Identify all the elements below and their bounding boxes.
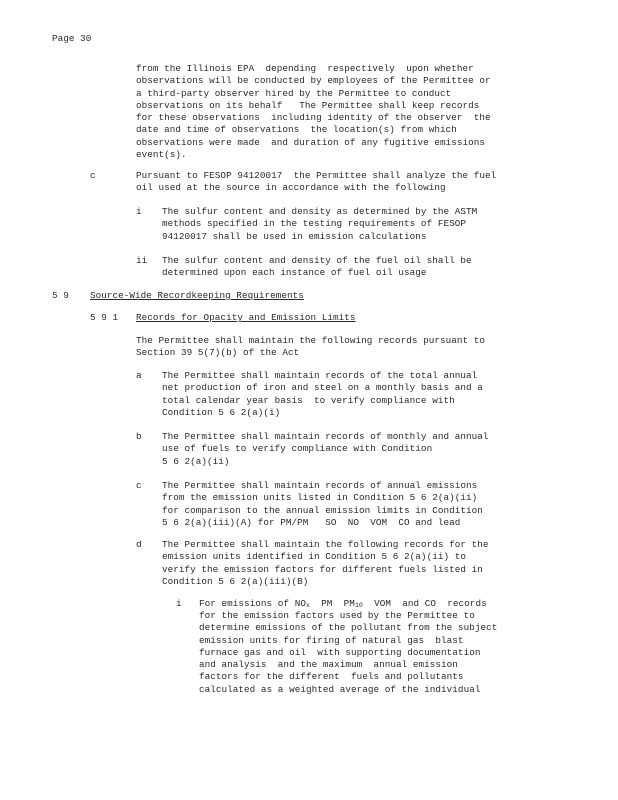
pm10-subscript: 10 — [354, 602, 363, 609]
item-c-ii-text: The sulfur content and density of the fuel oil shall be determined upon each instance of fuel oil usage — [162, 255, 472, 279]
intro-paragraph: from the Illinois EPA depending respectively upon whether observations will be conducted by employees of the Permittee or a third-party observer hired by the Permittee to conduct observations on its behalf The Permittee shall keep records for these observations including identity of the observer the date and time of observations the location(s) from which observations were made and duration of any fugitive emissions event(s). — [136, 63, 491, 161]
item-c-i-text: The sulfur content and density as determined by the ASTM methods specified in the testing requirements of FESOP 94120017 shall be used in emission calculations — [162, 206, 478, 242]
item-c2-text: The Permittee shall maintain records of annual emissions from the emission units listed in Condition 5 6 2(a)(ii) for comparison to the annual emission limits in Condition 5 6 2(a)(iii)(A) for PM/PM SO NO VOM CO and lead — [162, 480, 483, 528]
item-d-i-first-line — [199, 598, 487, 610]
item-c-text: Pursuant to FESOP 94120017 the Permittee shall analyze the fuel oil used at the source in accordance with the following — [136, 170, 497, 194]
item-d-i-text: for the emission factors used by the Permittee to determine emissions of the pollutant from the subject emission units for firing of natural gas blast furnace gas and oil with supporting documentation and analysis and the maximum annual emission factors for the different fuels and pollutants calculated as a weighted average of the individual — [199, 610, 498, 695]
subsection-number: 5 9 1 — [90, 312, 119, 323]
page-number: Page 30 — [52, 33, 92, 44]
item-c-ii-marker: ii — [136, 255, 148, 266]
item-b-marker: b — [136, 431, 142, 442]
section-heading: Source-Wide Recordkeeping Requirements — [90, 290, 304, 301]
item-a-text: The Permittee shall maintain records of the total annual net production of iron and steel on a monthly basis and a total calendar year basis to verify compliance with Condition 5 6 2(a)(i) — [162, 370, 483, 418]
subsection-heading: Records for Opacity and Emission Limits — [136, 312, 356, 323]
item-d-text: The Permittee shall maintain the following records for the emission units identified in Condition 5 6 2(a)(ii) to verify the emission factors for different fuels listed in Condition 5 6 2(a)(iii)(B) — [162, 539, 489, 587]
item-a-marker: a — [136, 370, 142, 381]
first-line-part-1: For emissions of NO — [199, 598, 306, 609]
section-number: 5 9 — [52, 290, 69, 301]
item-d-marker: d — [136, 539, 142, 550]
item-c-marker: c — [90, 170, 96, 181]
item-c2-marker: c — [136, 480, 142, 491]
item-b-text: The Permittee shall maintain records of monthly and annual use of fuels to verify compliance with Condition 5 6 2(a)(ii) — [162, 431, 489, 467]
subsection-intro: The Permittee shall maintain the following records pursuant to Section 39 5(7)(b) of the Act — [136, 335, 485, 359]
item-c-i-marker: i — [136, 206, 142, 217]
item-d-i-marker: i — [176, 598, 182, 609]
first-line-part-2: PM PM — [309, 598, 355, 609]
first-line-part-3: VOM and CO records — [362, 598, 487, 609]
nox-subscript: x — [305, 602, 310, 609]
